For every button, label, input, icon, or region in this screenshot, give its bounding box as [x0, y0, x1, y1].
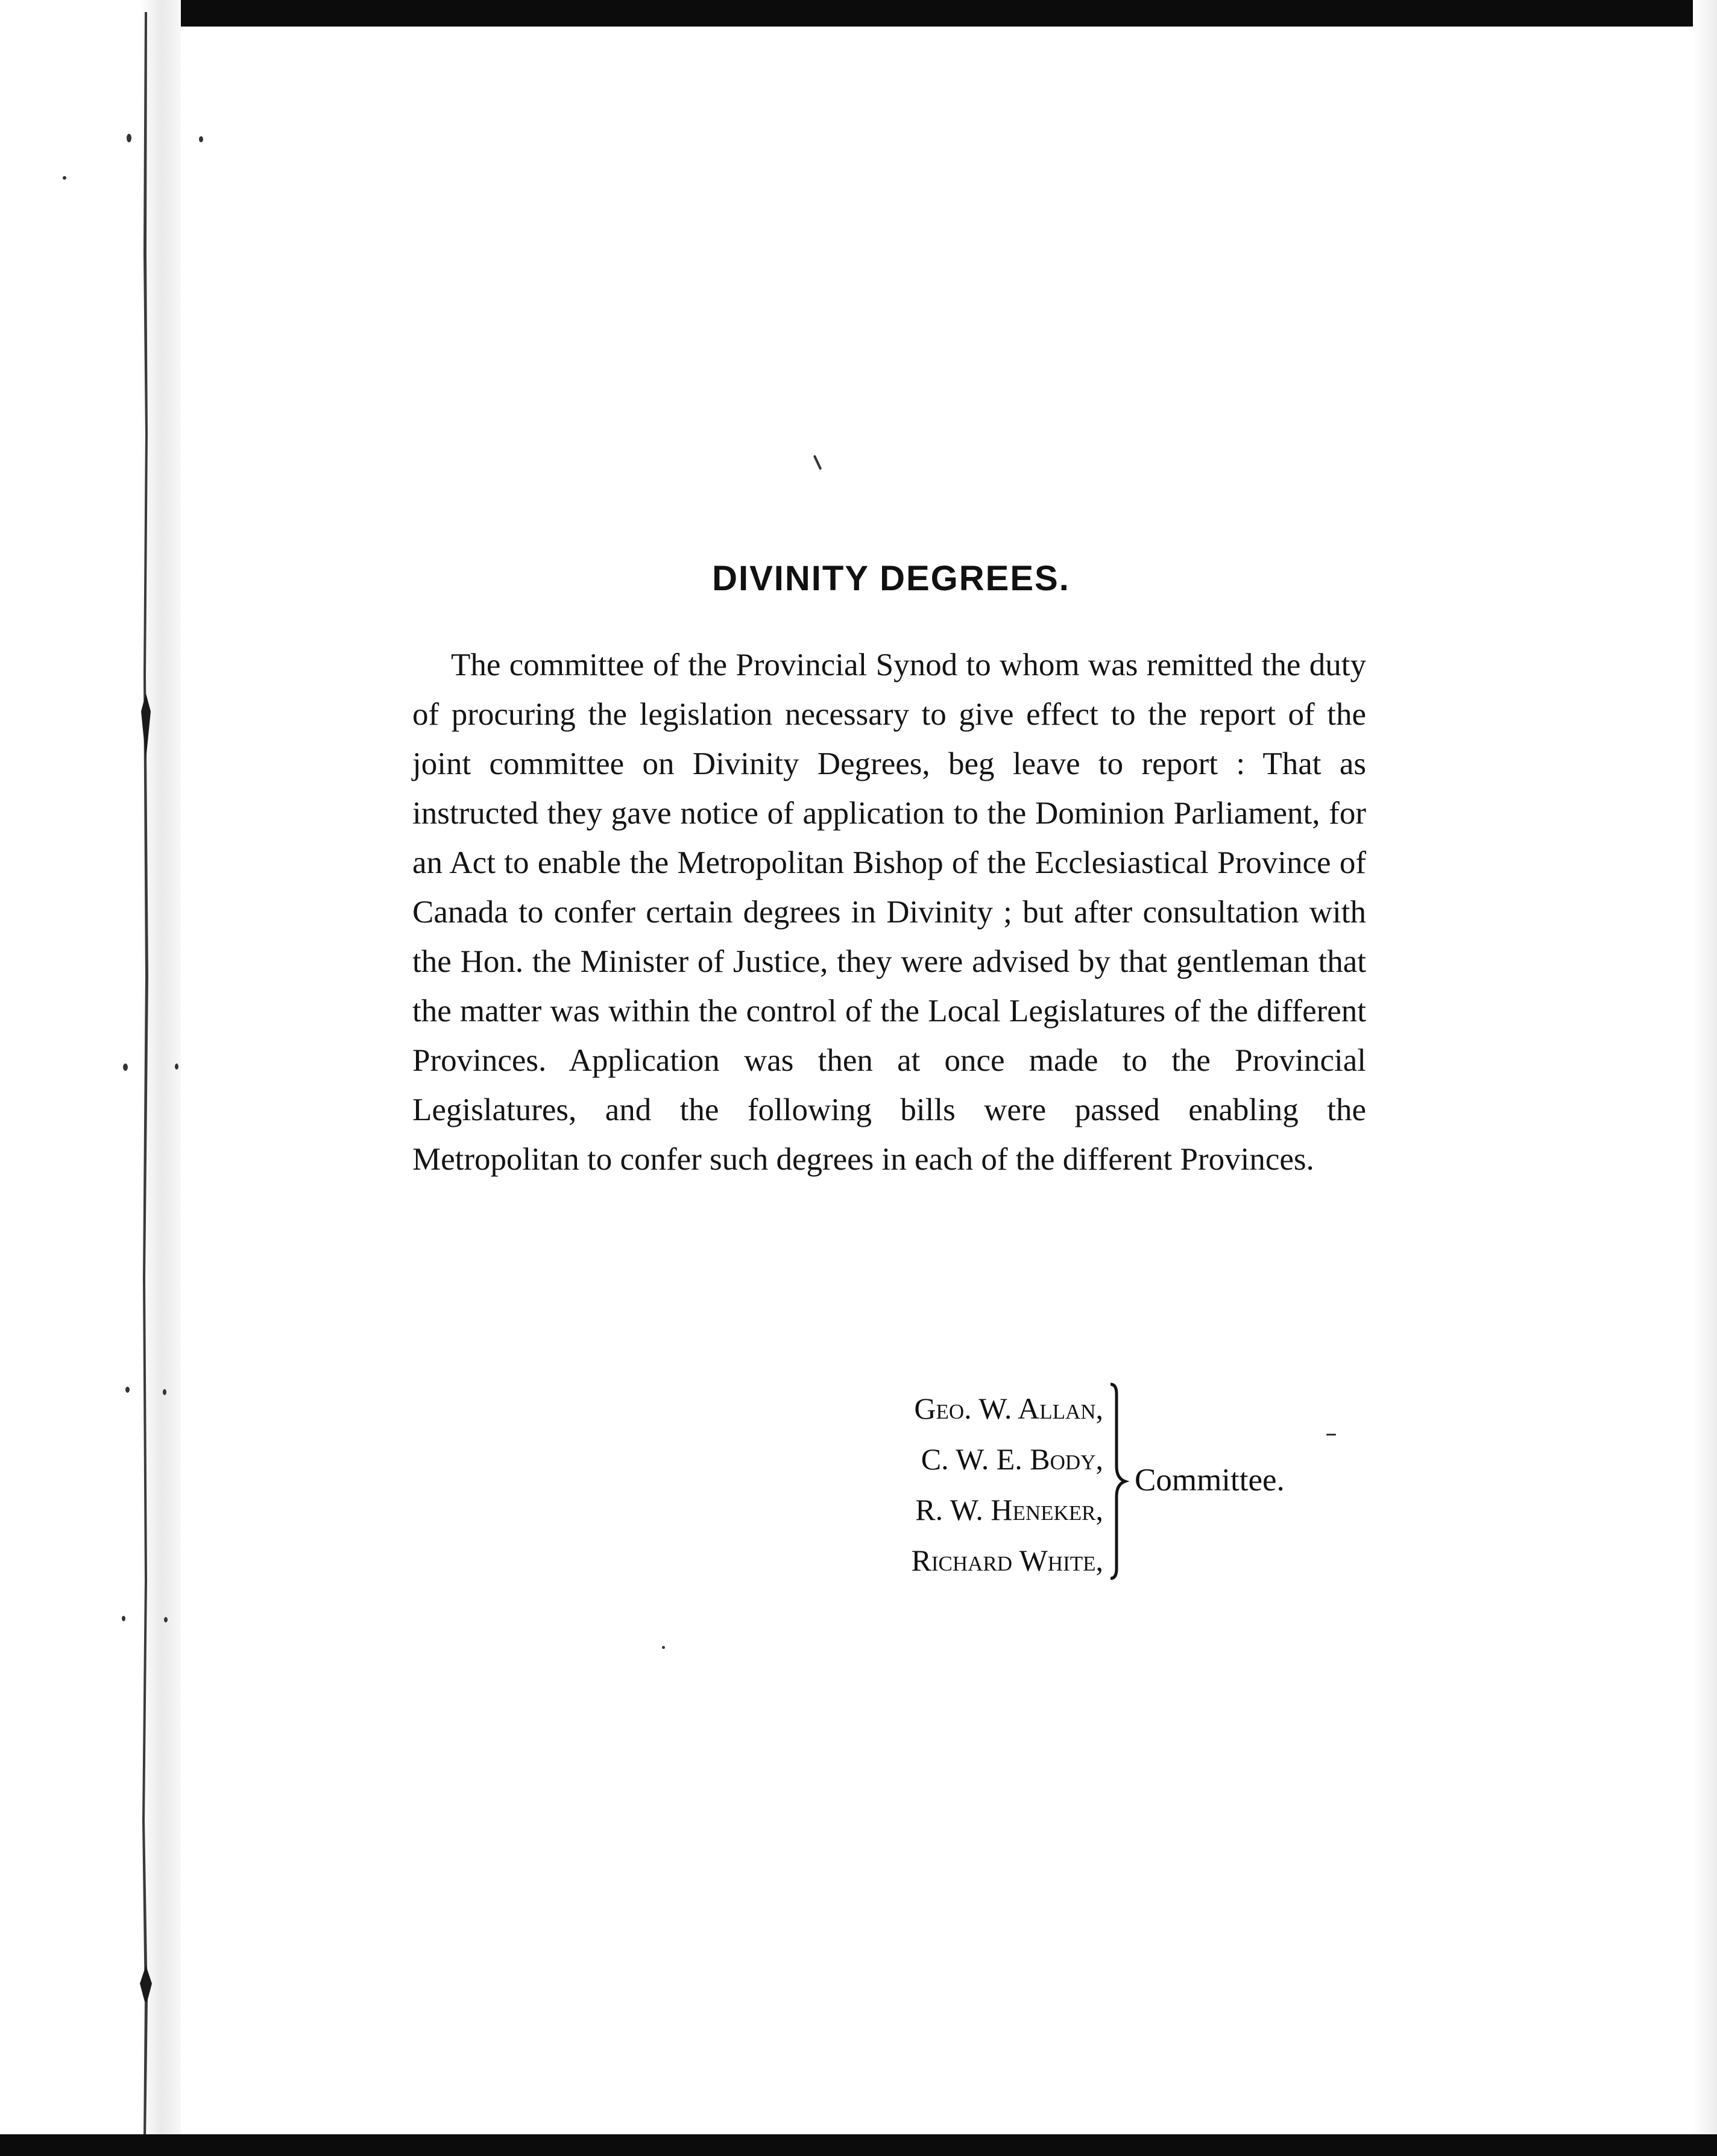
right-brace — [1107, 1382, 1131, 1581]
scan-speck — [175, 1064, 178, 1070]
scan-bottom-edge — [0, 2134, 1717, 2156]
page-right-edge — [1693, 0, 1717, 2156]
signatory-name: C. W. E. Body, — [921, 1442, 1103, 1476]
binding-spine — [137, 12, 154, 2140]
signatory-name: Geo. W. Allan, — [914, 1392, 1103, 1425]
scan-speck — [163, 1389, 166, 1395]
scan-speck — [662, 1646, 665, 1649]
signatory-list — [820, 1383, 1103, 1586]
page-title: DIVINITY DEGREES. — [712, 559, 1070, 598]
scan-speck — [199, 136, 203, 142]
scan-speck — [63, 176, 66, 180]
committee-label: Committee. — [1135, 1463, 1285, 1498]
scan-top-edge — [0, 0, 1717, 27]
signatory-name: R. W. Heneker, — [915, 1493, 1103, 1527]
scan-speck — [1326, 1434, 1336, 1436]
signatory-name: Richard White, — [911, 1543, 1103, 1577]
scan-speck — [127, 134, 131, 142]
scan-speck — [122, 1616, 125, 1621]
scan-speck — [123, 1064, 128, 1071]
scan-speck — [125, 1387, 130, 1393]
scan-speck — [813, 455, 822, 470]
report-paragraph: The committee of the Provincial Synod to whom was remitted the duty of procuring the legislation necessary to give effect to the report of the joint committee on Divinity Degrees, beg leave to report : That as instructed they gave notice of application to the Dominion Parliament, for an Act to enable the Metropolitan Bishop of the Ecclesiastical Province of Canada to confer certain degrees in Divinity ; but after consultation with the Hon. the Minister of Justice, they were advised by that gentleman that the matter was within the control of the Local Legislatures of the different Provinces. Application was then at once made to the Provincial Legislatures, and the following bills were passed enabling the Metropolitan to confer such degrees in each of the different Provinces. — [412, 648, 1366, 1177]
scan-speck — [164, 1617, 168, 1622]
